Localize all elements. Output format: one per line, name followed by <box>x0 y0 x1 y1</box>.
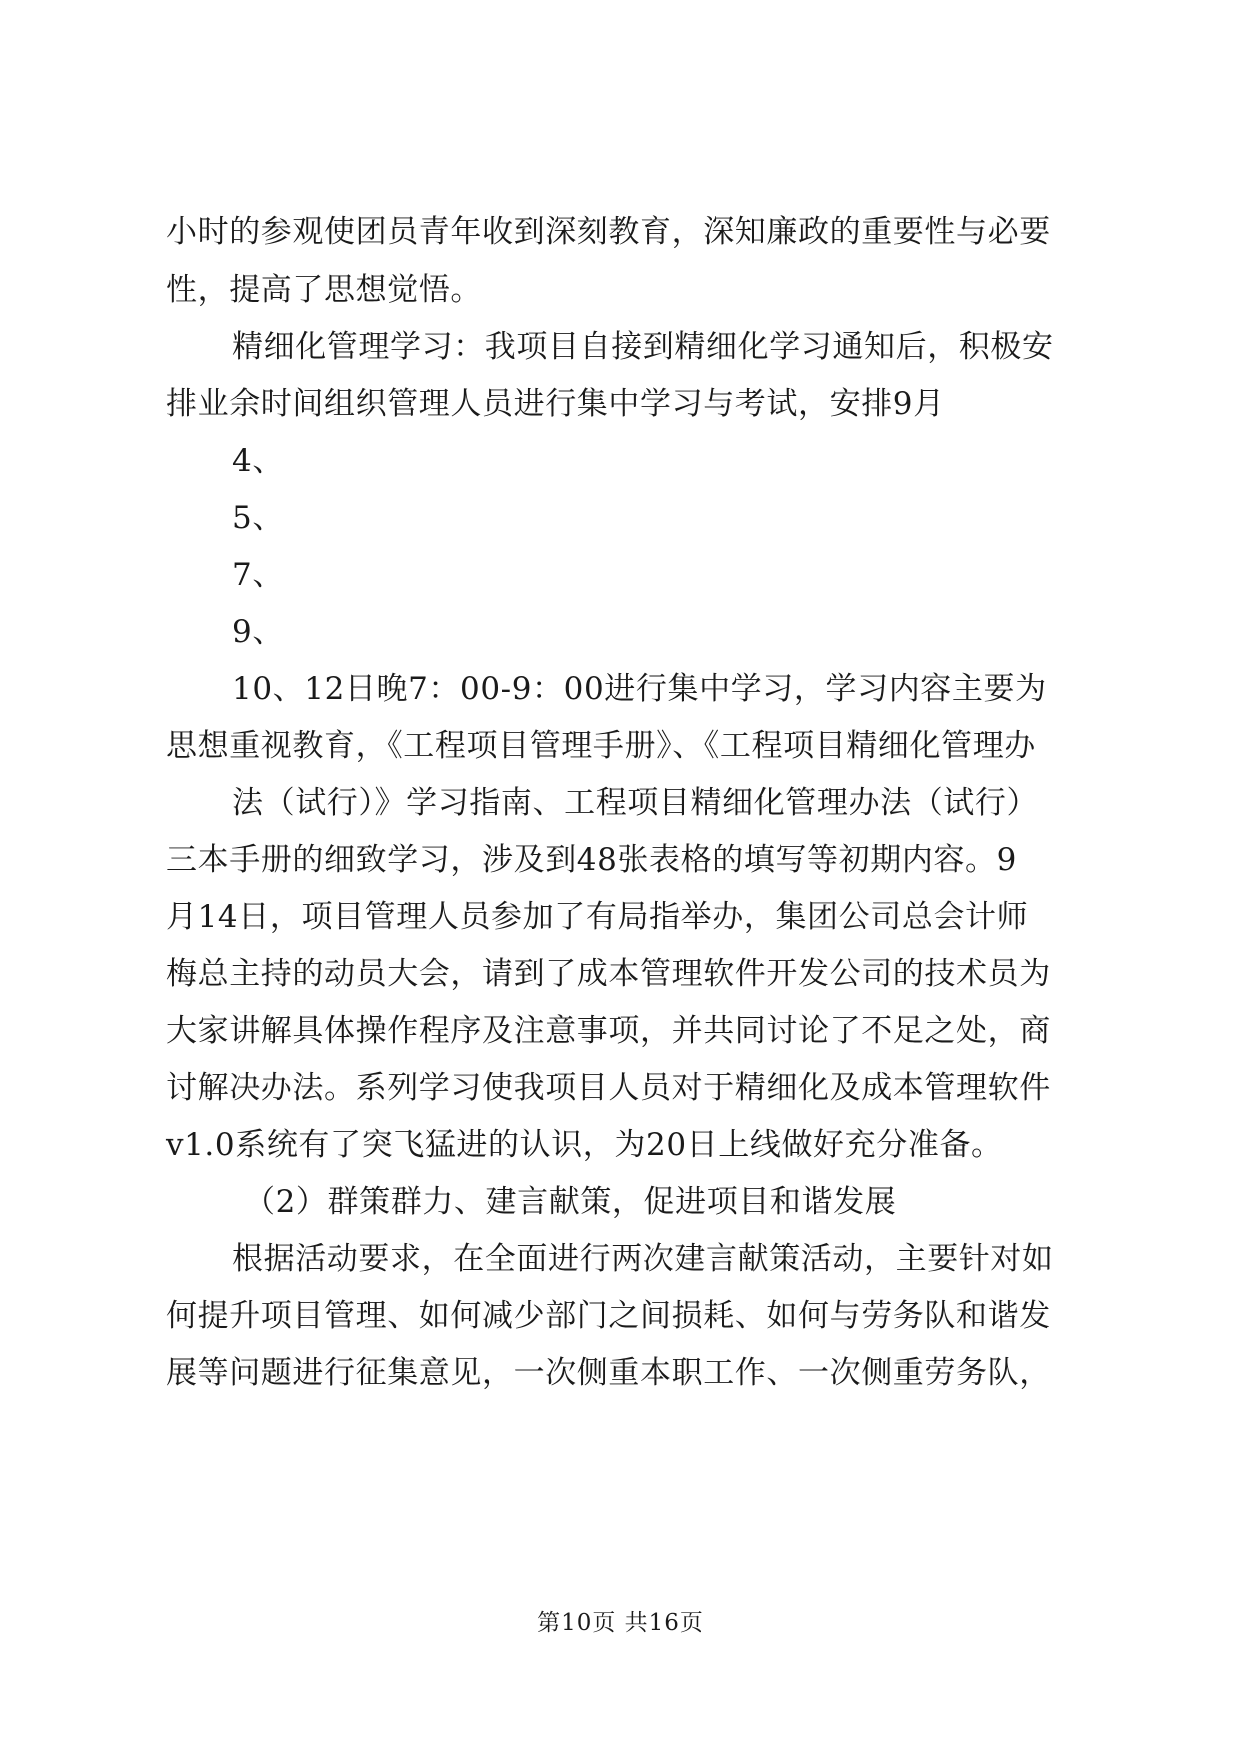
text-line: 展等问题进行征集意见，一次侧重本职工作、一次侧重劳务队， <box>166 1355 1051 1391</box>
text-line: 月14日，项目管理人员参加了有局指举办，集团公司总会计师 <box>166 899 1029 935</box>
section-heading: （2）群策群力、建言献策，促进项目和谐发展 <box>244 1184 897 1220</box>
list-item: 7、 <box>232 557 284 593</box>
text-line: 梅总主持的动员大会，请到了成本管理软件开发公司的技术员为 <box>166 956 1051 992</box>
page-number-footer: 第10页 共16页 <box>537 1610 704 1636</box>
text-line: 10、12日晚7：00-9：00进行集中学习，学习内容主要为 <box>232 671 1047 707</box>
text-line: 根据活动要求，在全面进行两次建言献策活动，主要针对如 <box>232 1241 1054 1277</box>
text-line: 何提升项目管理、如何减少部门之间损耗、如何与劳务队和谐发 <box>166 1298 1051 1334</box>
text-line: 三本手册的细致学习，涉及到48张表格的填写等初期内容。9 <box>166 842 1017 878</box>
list-item: 5、 <box>232 500 284 536</box>
text-line: 性，提高了思想觉悟。 <box>166 272 482 308</box>
text-line: 排业余时间组织管理人员进行集中学习与考试，安排9月 <box>166 386 945 422</box>
text-line: 法（试行）》学习指南、工程项目精细化管理办法（试行） <box>232 785 1039 821</box>
text-line: 大家讲解具体操作程序及注意事项，并共同讨论了不足之处，商 <box>166 1013 1051 1049</box>
list-item: 9、 <box>232 614 284 650</box>
text-line: 小时的参观使团员青年收到深刻教育，深知廉政的重要性与必要 <box>166 214 1051 250</box>
text-line: 思想重视教育，《工程项目管理手册》、《工程项目精细化管理办 <box>166 728 1036 764</box>
text-line: 精细化管理学习：我项目自接到精细化学习通知后，积极安 <box>232 329 1054 365</box>
text-line: 讨解决办法。系列学习使我项目人员对于精细化及成本管理软件 <box>166 1070 1051 1106</box>
text-line: v1.0系统有了突飞猛进的认识，为20日上线做好充分准备。 <box>166 1127 1003 1163</box>
list-item: 4、 <box>232 443 284 479</box>
